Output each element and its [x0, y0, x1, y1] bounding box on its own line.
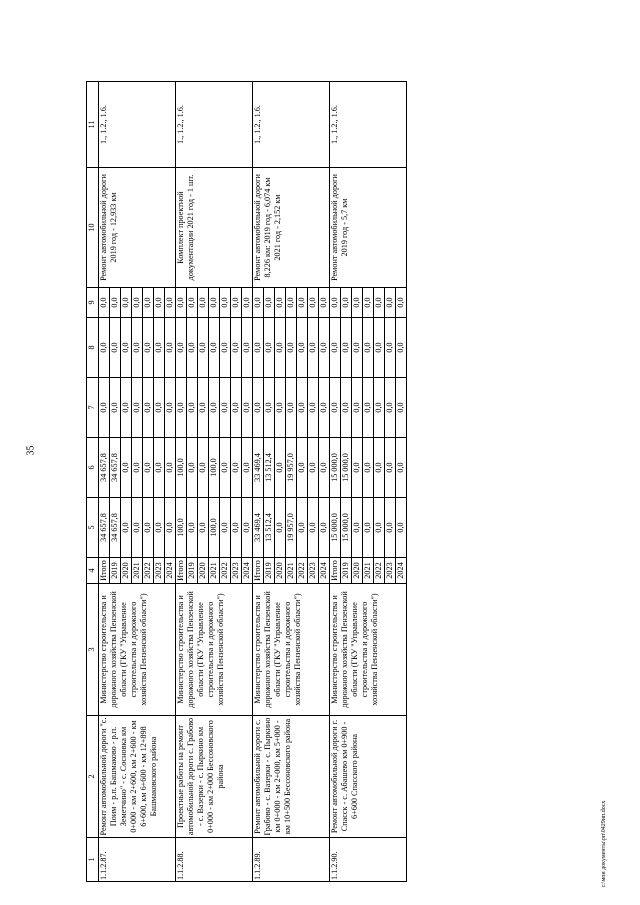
year-list-value: 2021	[209, 558, 220, 583]
local-budget-value: 0,0	[165, 342, 174, 353]
local-budget-value: 0,0	[385, 318, 396, 377]
regional-budget	[176, 438, 253, 498]
regional-budget-value: 0,0	[374, 438, 385, 497]
regional-budget-value: 0,0	[220, 438, 231, 497]
local-budget-value: 0,0	[121, 318, 132, 377]
year-list-value: Итого	[176, 558, 187, 583]
other-sources-value: 0,0	[176, 288, 187, 317]
other-sources-value: 0,0	[275, 288, 286, 317]
regional-budget-value: 0,0	[132, 438, 143, 497]
row-id: 1.1.2.87.	[99, 838, 176, 882]
regional-budget-value: 0,0	[385, 438, 396, 497]
total-funding-value: 0,0	[396, 522, 405, 533]
total-funding-value: 13 512,4	[264, 498, 275, 557]
local-budget-value: 0,0	[99, 318, 110, 377]
other-sources-value: 0,0	[132, 288, 143, 317]
federal-budget-value: 0,0	[352, 378, 363, 437]
local-budget-value: 0,0	[330, 318, 341, 377]
federal-budget-value: 0,0	[253, 378, 264, 437]
total-funding-value: 100,0	[209, 498, 220, 557]
local-budget-value: 0,0	[286, 318, 297, 377]
row-id: 1.1.2.89.	[253, 838, 330, 882]
event-name: Ремонт автомобильной дороги г. Спасск - с. Абашево км 0+900 - 6+600 Спасского района	[330, 716, 407, 838]
indicator-refs: 1., 1.2., 1.6.	[253, 82, 330, 168]
total-funding-value: 0,0	[220, 498, 231, 557]
other-sources-value: 0,0	[308, 288, 319, 317]
year-list-value: 2019	[187, 558, 198, 583]
federal-budget-value: 0,0	[132, 378, 143, 437]
other-sources	[253, 288, 330, 318]
regional-budget	[330, 438, 407, 498]
other-sources-value: 0,0	[297, 288, 308, 317]
regional-budget-value: 0,0	[319, 462, 328, 473]
local-budget	[330, 318, 407, 378]
indicator-refs: 1., 1.2., 1.6.	[99, 82, 176, 168]
table-row	[253, 82, 330, 882]
year-list-value: 2022	[374, 558, 385, 583]
other-sources-value: 0,0	[330, 288, 341, 317]
local-budget-value: 0,0	[374, 318, 385, 377]
local-budget-value: 0,0	[220, 318, 231, 377]
other-sources-value: 0,0	[385, 288, 396, 317]
local-budget-value: 0,0	[297, 318, 308, 377]
total-funding	[99, 498, 176, 558]
regional-budget-value: 0,0	[165, 462, 174, 473]
regional-budget-value: 0,0	[275, 438, 286, 497]
local-budget-value: 0,0	[396, 342, 405, 353]
column-header-3: 3	[87, 584, 99, 716]
federal-budget-value: 0,0	[341, 378, 352, 437]
year-list-value: 2024	[396, 562, 405, 579]
federal-budget-value: 0,0	[176, 378, 187, 437]
total-funding-value: 0,0	[187, 498, 198, 557]
local-budget-value: 0,0	[110, 318, 121, 377]
local-budget-value: 0,0	[209, 318, 220, 377]
other-sources-value: 0,0	[374, 288, 385, 317]
total-funding-value: 0,0	[297, 498, 308, 557]
local-budget	[176, 318, 253, 378]
federal-budget-value: 0,0	[242, 402, 251, 413]
column-header-8: 8	[87, 318, 99, 378]
indicator-refs: 1., 1.2., 1.6.	[176, 82, 253, 168]
year-list-value: 2024	[319, 562, 328, 579]
other-sources-value: 0,0	[363, 288, 374, 317]
other-sources-value: 0,0	[231, 288, 242, 317]
total-funding	[253, 498, 330, 558]
total-funding-value: 0,0	[275, 498, 286, 557]
regional-budget-value: 0,0	[154, 438, 165, 497]
regional-budget-value: 15 000,0	[330, 438, 341, 497]
federal-budget-value: 0,0	[385, 378, 396, 437]
regional-budget-value: 34 657,8	[99, 438, 110, 497]
column-header-4: 4	[87, 558, 99, 584]
regional-budget-value: 34 657,8	[110, 438, 121, 497]
executor: Министерство строительства и дорожного хозяйства Пензенской области (ГКУ "Управление строительства и дорожного хозяйства Пензенской области")	[253, 584, 330, 716]
total-funding-value: 0,0	[374, 498, 385, 557]
year-list-value: 2020	[121, 558, 132, 583]
indicator-refs: 1., 1.2., 1.6.	[330, 82, 407, 168]
local-budget-value: 0,0	[154, 318, 165, 377]
federal-budget-value: 0,0	[286, 378, 297, 437]
regional-budget-value: 15 000,0	[341, 438, 352, 497]
federal-budget-value: 0,0	[363, 378, 374, 437]
local-budget-value: 0,0	[308, 318, 319, 377]
program-table	[86, 81, 407, 882]
total-funding	[176, 498, 253, 558]
event-name: Ремонт автомобильной дороги "с. Поим - р.п. Башмаково - р.п. Земетчино" - с. Сосновка км 0+000 - км 2+600, км 2+600 - км 6+600, км 6+600 - км 12+898 Башмаковского района	[99, 716, 176, 838]
local-budget-value: 0,0	[363, 318, 374, 377]
total-funding-value: 0,0	[132, 498, 143, 557]
federal-budget-value: 0,0	[319, 402, 328, 413]
total-funding-value: 0,0	[352, 498, 363, 557]
column-header-2: 2	[87, 716, 99, 838]
regional-budget	[253, 438, 330, 498]
other-sources-value: 0,0	[187, 288, 198, 317]
event-name: Ремонт автомобильной дороги с. Грабово - с. Вазерки - с. Пыркино км 0+000 - км 2+000, км 5+000 - км 10+500 Бессоновского района	[253, 716, 330, 838]
rotated-table-container	[86, 82, 606, 882]
local-budget-value: 0,0	[198, 318, 209, 377]
total-funding-value: 34 657,8	[110, 498, 121, 557]
other-sources-value: 0,0	[253, 288, 264, 317]
regional-budget-value: 0,0	[198, 438, 209, 497]
other-sources-value: 0,0	[198, 288, 209, 317]
federal-budget-value: 0,0	[330, 378, 341, 437]
federal-budget	[176, 378, 253, 438]
federal-budget-value: 0,0	[165, 402, 174, 413]
year-list-value: 2019	[264, 558, 275, 583]
federal-budget-value: 0,0	[209, 378, 220, 437]
total-funding-value: 0,0	[231, 498, 242, 557]
year-list-value: Итого	[330, 558, 341, 583]
local-budget-value: 0,0	[341, 318, 352, 377]
year-list-value: 2024	[242, 562, 251, 579]
other-sources	[176, 288, 253, 318]
regional-budget-value: 0,0	[121, 438, 132, 497]
local-budget-value: 0,0	[352, 318, 363, 377]
total-funding-value: 33 469,4	[253, 498, 264, 557]
year-list-value: Итого	[253, 558, 264, 583]
local-budget-value: 0,0	[253, 318, 264, 377]
other-sources-value: 0,0	[220, 288, 231, 317]
total-funding-value: 0,0	[308, 498, 319, 557]
federal-budget-value: 0,0	[187, 378, 198, 437]
regional-budget-value: 0,0	[242, 462, 251, 473]
federal-budget-value: 0,0	[121, 378, 132, 437]
regional-budget-value: 13 512,4	[264, 438, 275, 497]
total-funding-value: 15 000,0	[330, 498, 341, 557]
other-sources-value: 0,0	[143, 288, 154, 317]
other-sources-value: 0,0	[319, 297, 328, 308]
regional-budget-value: 100,0	[176, 438, 187, 497]
expected-result: Ремонт автомобильной дороги 8,226 км: 2019 год - 6,074 км 2021 год - 2,152 км	[253, 168, 330, 288]
local-budget-value: 0,0	[242, 342, 251, 353]
other-sources-value: 0,0	[121, 288, 132, 317]
year-list	[330, 558, 407, 584]
federal-budget	[99, 378, 176, 438]
regional-budget	[99, 438, 176, 498]
expected-result: Ремонт автомобильной дороги 2019 год - 12,933 км	[99, 168, 176, 288]
other-sources-value: 0,0	[154, 288, 165, 317]
local-budget	[99, 318, 176, 378]
regional-budget-value: 0,0	[352, 438, 363, 497]
total-funding-value: 19 957,0	[286, 498, 297, 557]
total-funding-value: 0,0	[198, 498, 209, 557]
other-sources-value: 0,0	[264, 288, 275, 317]
year-list-value: 2021	[132, 558, 143, 583]
regional-budget-value: 100,0	[209, 438, 220, 497]
other-sources-value: 0,0	[165, 297, 174, 308]
total-funding-value: 0,0	[154, 498, 165, 557]
year-list-value: 2020	[352, 558, 363, 583]
page-number: 35	[25, 445, 37, 456]
year-list-value: 2023	[385, 558, 396, 583]
total-funding-value: 0,0	[319, 522, 328, 533]
other-sources-value: 0,0	[286, 288, 297, 317]
total-funding-value: 0,0	[165, 522, 174, 533]
table-row	[330, 82, 407, 882]
local-budget-value: 0,0	[132, 318, 143, 377]
regional-budget-value: 0,0	[396, 462, 405, 473]
federal-budget-value: 0,0	[99, 378, 110, 437]
row-id: 1.1.2.90.	[330, 838, 407, 882]
year-list	[253, 558, 330, 584]
event-name: Проектные работы на ремонт автомобильной дороги с. Грабово - с. Вазерки - с. Пыркино км 0+000 - км 2+000 Бессоновского района	[176, 716, 253, 838]
local-budget-value: 0,0	[264, 318, 275, 377]
column-header-9: 9	[87, 288, 99, 318]
federal-budget-value: 0,0	[264, 378, 275, 437]
year-list-value: 2020	[275, 558, 286, 583]
federal-budget-value: 0,0	[308, 378, 319, 437]
expected-result: Ремонт автомобильной дороги 2019 год - 5,7 км	[330, 168, 407, 288]
federal-budget-value: 0,0	[396, 402, 405, 413]
table-row	[99, 82, 176, 882]
year-list-value: 2020	[198, 558, 209, 583]
other-sources	[330, 288, 407, 318]
federal-budget-value: 0,0	[297, 378, 308, 437]
regional-budget-value: 33 469,4	[253, 438, 264, 497]
local-budget	[253, 318, 330, 378]
federal-budget-value: 0,0	[198, 378, 209, 437]
total-funding-value: 34 657,8	[99, 498, 110, 557]
federal-budget	[253, 378, 330, 438]
row-id: 1.1.2.88.	[176, 838, 253, 882]
year-list-value: 2023	[308, 558, 319, 583]
column-header-5: 5	[87, 498, 99, 558]
total-funding-value: 0,0	[143, 498, 154, 557]
year-list-value: 2024	[165, 562, 174, 579]
regional-budget-value: 0,0	[143, 438, 154, 497]
other-sources-value: 0,0	[99, 288, 110, 317]
total-funding-value: 100,0	[176, 498, 187, 557]
other-sources-value: 0,0	[341, 288, 352, 317]
federal-budget-value: 0,0	[110, 378, 121, 437]
federal-budget-value: 0,0	[143, 378, 154, 437]
year-list	[99, 558, 176, 584]
column-number-row	[87, 82, 99, 882]
year-list-value: 2022	[220, 558, 231, 583]
local-budget-value: 0,0	[275, 318, 286, 377]
column-header-7: 7	[87, 378, 99, 438]
other-sources-value: 0,0	[242, 297, 251, 308]
regional-budget-value: 0,0	[363, 438, 374, 497]
column-header-1: 1	[87, 838, 99, 882]
column-header-10: 10	[87, 168, 99, 288]
local-budget-value: 0,0	[319, 342, 328, 353]
local-budget-value: 0,0	[143, 318, 154, 377]
federal-budget-value: 0,0	[220, 378, 231, 437]
total-funding-value: 0,0	[385, 498, 396, 557]
local-budget-value: 0,0	[231, 318, 242, 377]
year-list-value: 2019	[110, 558, 121, 583]
year-list-value: 2019	[341, 558, 352, 583]
column-header-11: 11	[87, 82, 99, 168]
federal-budget	[330, 378, 407, 438]
total-funding-value: 0,0	[363, 498, 374, 557]
total-funding-value: 0,0	[242, 522, 251, 533]
column-header-6: 6	[87, 438, 99, 498]
local-budget-value: 0,0	[187, 318, 198, 377]
regional-budget-value: 0,0	[308, 438, 319, 497]
other-sources-value: 0,0	[110, 288, 121, 317]
year-list-value: 2022	[143, 558, 154, 583]
total-funding-value: 0,0	[121, 498, 132, 557]
local-budget-value: 0,0	[176, 318, 187, 377]
federal-budget-value: 0,0	[154, 378, 165, 437]
total-funding-value: 15 000,0	[341, 498, 352, 557]
executor: Министерство строительства и дорожного хозяйства Пензенской области (ГКУ "Управление строительства и дорожного хозяйства Пензенской области")	[176, 584, 253, 716]
year-list-value: 2022	[297, 558, 308, 583]
table-row	[176, 82, 253, 882]
federal-budget-value: 0,0	[231, 378, 242, 437]
year-list-value: 2023	[231, 558, 242, 583]
executor: Министерство строительства и дорожного хозяйства Пензенской области (ГКУ "Управление строительства и дорожного хозяйства Пензенской области")	[330, 584, 407, 716]
other-sources-value: 0,0	[352, 288, 363, 317]
expected-result: Комплект проектной документации 2021 год - 1 шт.	[176, 168, 253, 288]
year-list-value: Итого	[99, 558, 110, 583]
regional-budget-value: 0,0	[231, 438, 242, 497]
year-list-value: 2021	[286, 558, 297, 583]
other-sources-value: 0,0	[209, 288, 220, 317]
federal-budget-value: 0,0	[374, 378, 385, 437]
year-list-value: 2023	[154, 558, 165, 583]
regional-budget-value: 0,0	[297, 438, 308, 497]
other-sources-value: 0,0	[396, 297, 405, 308]
footer-path: c:\мои документы\рп\0429ип.docx	[601, 800, 607, 888]
federal-budget-value: 0,0	[275, 378, 286, 437]
other-sources	[99, 288, 176, 318]
regional-budget-value: 0,0	[187, 438, 198, 497]
year-list-value: 2021	[363, 558, 374, 583]
executor: Министерство строительства и дорожного хозяйства Пензенской области (ГКУ "Управление строительства и дорожного хозяйства Пензенской области")	[99, 584, 176, 716]
regional-budget-value: 19 957,0	[286, 438, 297, 497]
year-list	[176, 558, 253, 584]
total-funding	[330, 498, 407, 558]
